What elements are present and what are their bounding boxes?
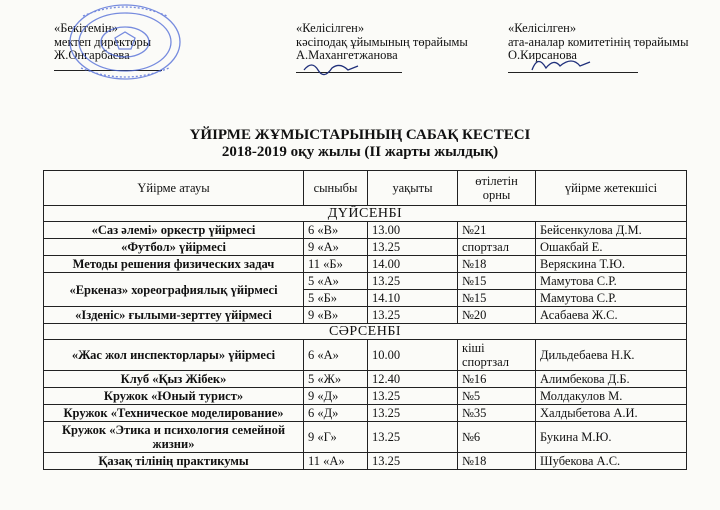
- club-time: 13.25: [368, 405, 458, 422]
- club-leader: Мамутова С.Р.: [536, 273, 687, 290]
- table-row: [44, 340, 687, 371]
- club-name: Кружок «Этика и психология семейной жизни»: [44, 422, 304, 453]
- club-name: Кружок «Юный турист»: [44, 388, 304, 405]
- club-leader: Дильдебаева Н.К.: [536, 340, 687, 371]
- club-name: Методы решения физических задач: [44, 256, 304, 273]
- parents-name: О.Кирсанова: [508, 48, 577, 62]
- col-header-class: сыныбы: [304, 171, 368, 206]
- club-name: «Еркеназ» хореографиялық үйірмесі: [44, 273, 304, 307]
- club-place: №15: [458, 290, 536, 307]
- club-leader: Молдакулов М.: [536, 388, 687, 405]
- club-time: 10.00: [368, 340, 458, 371]
- parents-signature: [528, 52, 594, 76]
- club-class: 9 «А»: [304, 239, 368, 256]
- club-class: 6 «Д»: [304, 405, 368, 422]
- table-row: [44, 388, 687, 405]
- director-name: Ж.Онгарбаева: [54, 48, 130, 62]
- day-row-wednesday: [44, 324, 687, 340]
- club-place: №15: [458, 273, 536, 290]
- club-place: №18: [458, 453, 536, 470]
- union-signature: [302, 58, 362, 78]
- table-row: [44, 405, 687, 422]
- union-agreed-label: «Келісілген»: [296, 21, 365, 35]
- club-time: 13.25: [368, 273, 458, 290]
- club-class: 5 «А»: [304, 273, 368, 290]
- club-time: 13.00: [368, 222, 458, 239]
- club-class: 9 «В»: [304, 307, 368, 324]
- union-position: кәсіподақ ұйымының төрайымы: [296, 34, 468, 49]
- club-leader: Веряскина Т.Ю.: [536, 256, 687, 273]
- club-place: №5: [458, 388, 536, 405]
- table-row: [44, 422, 687, 453]
- club-name: Кружок «Техническое моделирование»: [44, 405, 304, 422]
- table-row: [44, 239, 687, 256]
- club-time: 13.25: [368, 422, 458, 453]
- approved-label: «Бекітемін»: [54, 21, 118, 35]
- club-time: 13.25: [368, 453, 458, 470]
- club-class: 9 «Г»: [304, 422, 368, 453]
- school-stamp: [63, 2, 183, 88]
- club-place: кіші спортзал: [458, 340, 536, 371]
- col-header-place: өтілетін орны: [458, 171, 536, 206]
- club-place: спортзал: [458, 239, 536, 256]
- col-header-name: Үйірме атауы: [44, 171, 304, 206]
- club-time: 14.00: [368, 256, 458, 273]
- club-class: 11 «А»: [304, 453, 368, 470]
- club-leader: Ошакбай Е.: [536, 239, 687, 256]
- club-leader: Букина М.Ю.: [536, 422, 687, 453]
- club-class: 6 «В»: [304, 222, 368, 239]
- club-name: Клуб «Қыз Жібек»: [44, 371, 304, 388]
- club-class: 9 «Д»: [304, 388, 368, 405]
- parents-position: ата-аналар комитетінің төрайымы: [508, 34, 689, 49]
- director-position: мектеп директоры: [54, 34, 152, 49]
- club-class: 6 «А»: [304, 340, 368, 371]
- club-name: «Футбол» үйірмесі: [44, 239, 304, 256]
- club-place: №18: [458, 256, 536, 273]
- page-title: ҮЙІРМЕ ЖҰМЫСТАРЫНЫҢ САБАҚ КЕСТЕСІ: [189, 127, 531, 143]
- club-place: №6: [458, 422, 536, 453]
- table-row: [44, 453, 687, 470]
- club-name: Қазақ тілінің практикумы: [44, 453, 304, 470]
- schedule-table: [43, 170, 687, 470]
- club-name: «Жас жол инспекторлары» үйірмесі: [44, 340, 304, 371]
- club-leader: Халдыбетова А.И.: [536, 405, 687, 422]
- page-subtitle: 2018-2019 оқу жылы (II жарты жылдық): [221, 144, 499, 160]
- table-row: [44, 222, 687, 239]
- club-time: 14.10: [368, 290, 458, 307]
- table-row: [44, 371, 687, 388]
- club-place: №21: [458, 222, 536, 239]
- club-class: 11 «Б»: [304, 256, 368, 273]
- table-row: [44, 307, 687, 324]
- table-header-row: [44, 171, 687, 206]
- table-row: [44, 256, 687, 273]
- club-class: 5 «Ж»: [304, 371, 368, 388]
- col-header-time: уақыты: [368, 171, 458, 206]
- club-place: №16: [458, 371, 536, 388]
- club-time: 13.25: [368, 307, 458, 324]
- club-name: «Саз әлемі» оркестр үйірмесі: [44, 222, 304, 239]
- table-row: [44, 273, 687, 290]
- day-label: СӘРСЕНБІ: [44, 324, 687, 340]
- day-label: ДҮЙСЕНБІ: [44, 206, 687, 222]
- day-row-monday: [44, 206, 687, 222]
- club-time: 13.25: [368, 239, 458, 256]
- parents-agreed-label: «Келісілген»: [508, 21, 577, 35]
- club-leader: Бейсенкулова Д.М.: [536, 222, 687, 239]
- club-place: №35: [458, 405, 536, 422]
- club-leader: Алимбекова Д.Б.: [536, 371, 687, 388]
- club-place: №20: [458, 307, 536, 324]
- union-name: А.Махангетжанова: [296, 48, 398, 62]
- club-time: 12.40: [368, 371, 458, 388]
- club-class: 5 «Б»: [304, 290, 368, 307]
- club-name: «Ізденіс» ғылыми-зерттеу үйірмесі: [44, 307, 304, 324]
- union-agreement-block: [296, 22, 468, 63]
- club-time: 13.25: [368, 388, 458, 405]
- col-header-leader: үйірме жетекшісі: [536, 171, 687, 206]
- club-leader: Мамутова С.Р.: [536, 290, 687, 307]
- club-leader: Шубекова А.С.: [536, 453, 687, 470]
- club-leader: Асабаева Ж.С.: [536, 307, 687, 324]
